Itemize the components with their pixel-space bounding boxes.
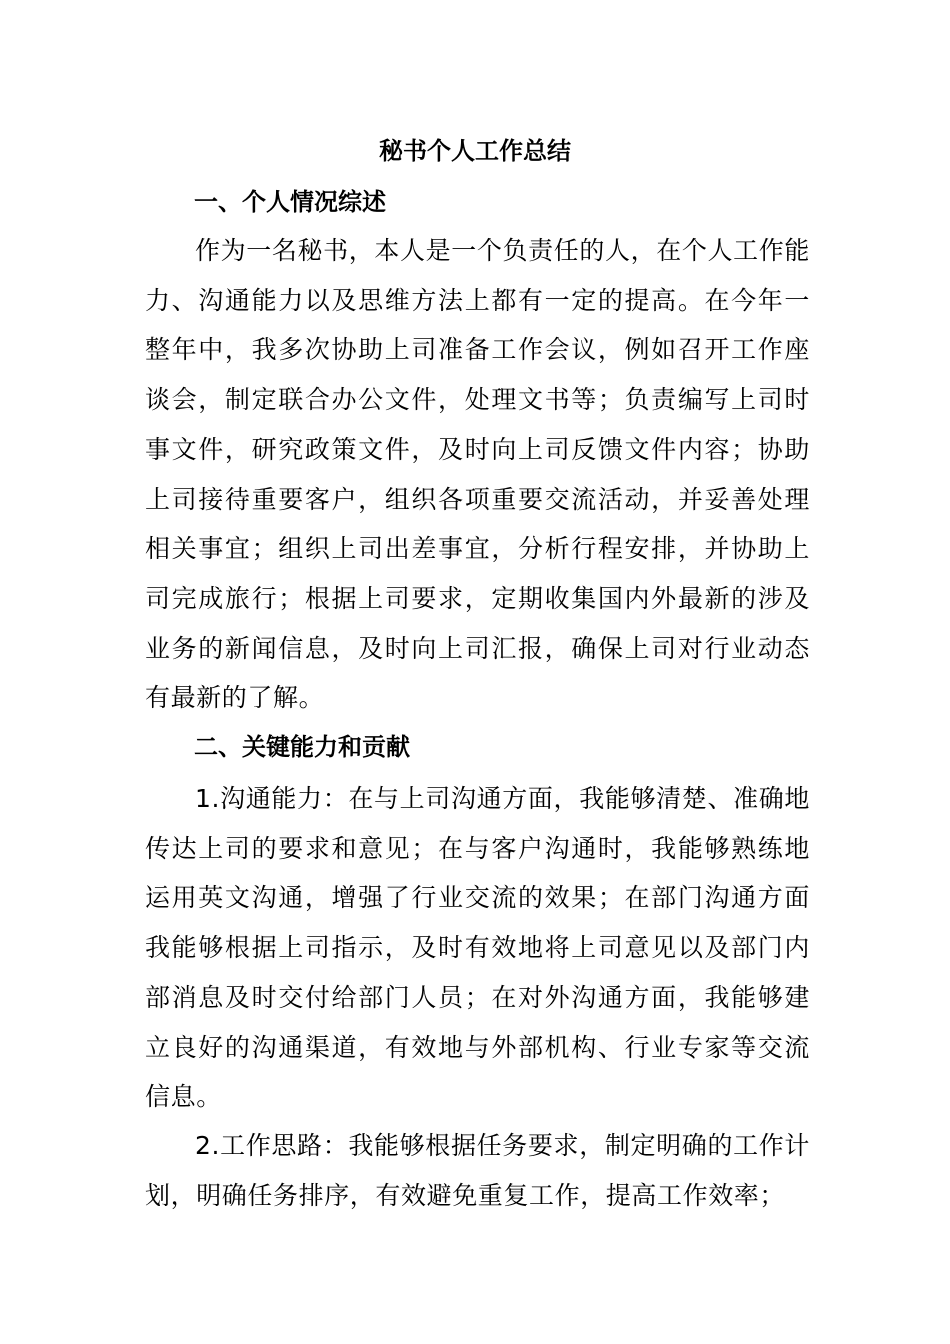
section-heading-abilities: 二、关键能力和贡献 [194,733,410,761]
section-heading-overview: 一、个人情况综述 [194,188,386,216]
document-title: 秘书个人工作总结 [379,137,571,165]
paragraph-work-approach: 2.工作思路：我能够根据任务要求，制定明确的工作计划，明确任务排序，有效避免重复工作，提高工作效率； [145,1131,810,1210]
paragraph-communication: 1.沟通能力：在与上司沟通方面，我能够清楚、准确地传达上司的要求和意见；在与客户沟通时，我能够熟练地运用英文沟通，增强了行业交流的效果；在部门沟通方面我能够根据上司指示，及时有效地将上司意见以及部门内部消息及时交付给部门人员；在对外沟通方面，我能够建立良好的沟通渠道，有效地与外部机构、行业专家等交流信息。 [145,784,810,1112]
paragraph-overview: 作为一名秘书，本人是一个负责任的人，在个人工作能力、沟通能力以及思维方法上都有一定的提高。在今年一整年中，我多次协助上司准备工作会议，例如召开工作座谈会，制定联合办公文件，处理文书等；负责编写上司时事文件，研究政策文件，及时向上司反馈文件内容；协助上司接待重要客户，组织各项重要交流活动，并妥善处理相关事宜；组织上司出差事宜，分析行程安排，并协助上司完成旅行；根据上司要求，定期收集国内外最新的涉及业务的新闻信息，及时向上司汇报，确保上司对行业动态有最新的了解。 [145,236,810,713]
